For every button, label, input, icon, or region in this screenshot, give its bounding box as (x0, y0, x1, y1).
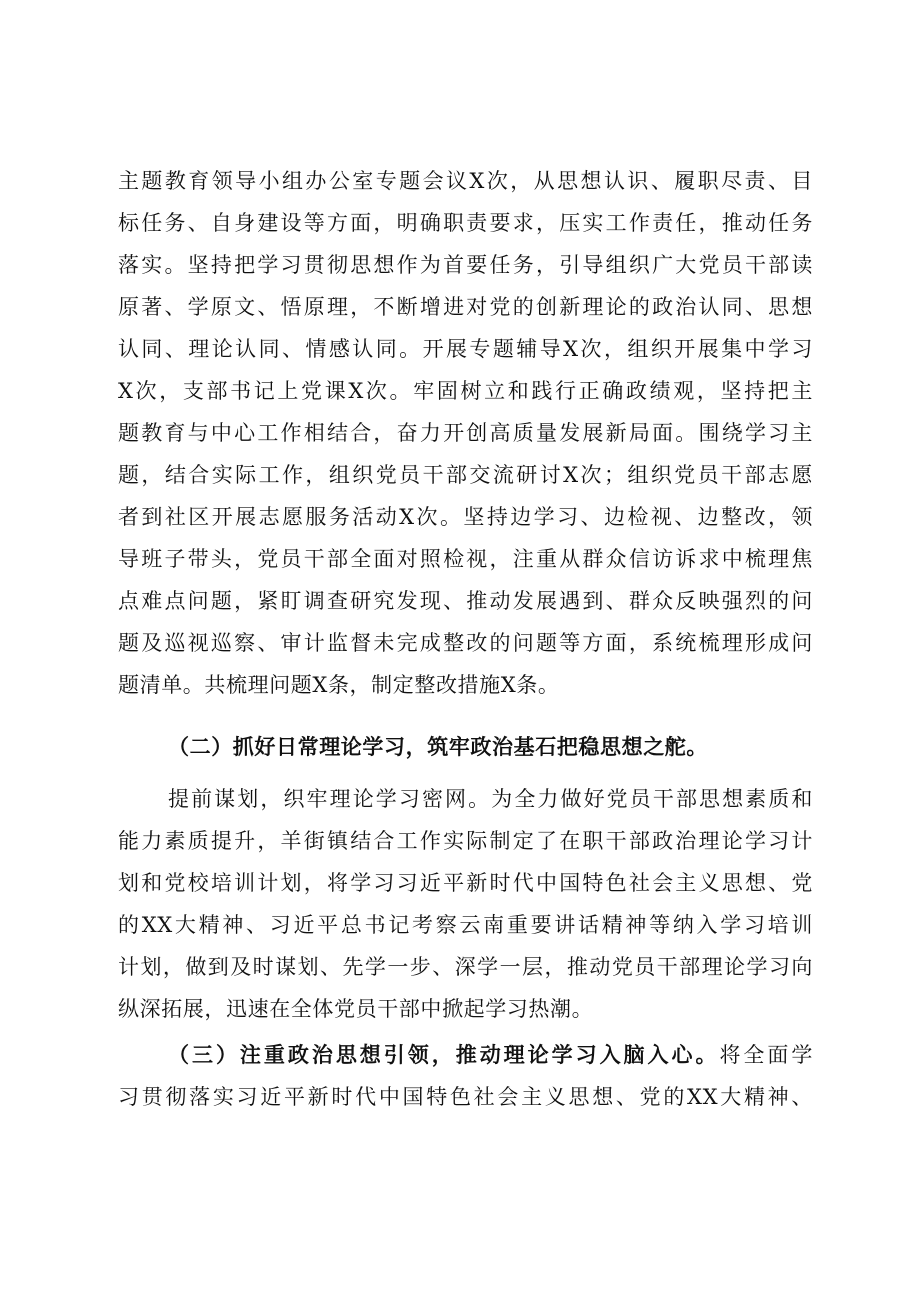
paragraph-line: 题，结合实际工作，组织党员干部交流研讨X次；组织党员干部志愿 (118, 463, 813, 487)
paragraph-line: 题及巡视巡察、审计监督未完成整改的问题等方面，系统梳理形成问 (118, 631, 813, 655)
paragraph-line: 标任务、自身建设等方面，明确职责要求，压实工作责任，推动任务 (118, 211, 813, 235)
paragraph-line: 纵深拓展，迅速在全体党员干部中掀起学习热潮。 (118, 997, 594, 1021)
paragraph-line: 点难点问题，紧盯调查研究发现、推动发展遇到、群众反映强烈的问 (118, 589, 813, 613)
paragraph-line: 主题教育领导小组办公室专题会议X次，从思想认识、履职尽责、目 (118, 169, 813, 193)
paragraph-line: 落实。坚持把学习贯彻思想作为首要任务，引导组织广大党员干部读 (118, 253, 813, 277)
paragraph-line: 原著、学原文、悟原理，不断增进对党的创新理论的政治认同、思想 (118, 295, 813, 319)
section-heading-2 (118, 726, 813, 768)
paragraph-line: 题清单。共梳理问题X条，制定整改措施X条。 (118, 673, 560, 697)
paragraph-3 (118, 1034, 813, 1118)
paragraph-line: X次，支部书记上党课X次。牢固树立和践行正确政绩观，坚持把主 (118, 379, 813, 403)
paragraph-line: 导班子带头，党员干部全面对照检视，注重从群众信访诉求中梳理焦 (118, 547, 813, 571)
paragraph-line: 划和党校培训计划，将学习习近平新时代中国特色社会主义思想、党 (118, 871, 813, 895)
section-heading-text: （二）抓好日常理论学习，筑牢政治基石把稳思想之舵。 (168, 734, 708, 759)
section-heading-3: （三）注重政治思想引领，推动理论学习入脑入心。 (168, 1042, 720, 1067)
paragraph-2 (118, 778, 813, 1030)
paragraph-line: 者到社区开展志愿服务活动X次。坚持边学习、边检视、边整改，领 (118, 505, 813, 529)
paragraph-line: 题教育与中心工作相结合，奋力开创高质量发展新局面。围绕学习主 (118, 421, 813, 445)
paragraph-line: 计划，做到及时谋划、先学一步、深学一层，推动党员干部理论学习向 (118, 955, 813, 979)
paragraph-line: 认同、理论认同、情感认同。开展专题辅导X次，组织开展集中学习 (118, 337, 813, 361)
paragraph-text: 将全面学 (719, 1043, 813, 1067)
paragraph-1 (118, 160, 813, 706)
paragraph-line: 提前谋划，织牢理论学习密网。为全力做好党员干部思想素质和 (168, 787, 813, 811)
paragraph-line: 的XX大精神、习近平总书记考察云南重要讲话精神等纳入学习培训 (118, 913, 813, 937)
paragraph-line: 能力素质提升，羊街镇结合工作实际制定了在职干部政治理论学习计 (118, 829, 813, 853)
paragraph-line: 习贯彻落实习近平新时代中国特色社会主义思想、党的XX大精神、 (118, 1085, 813, 1109)
paragraph-line (118, 1034, 813, 1076)
